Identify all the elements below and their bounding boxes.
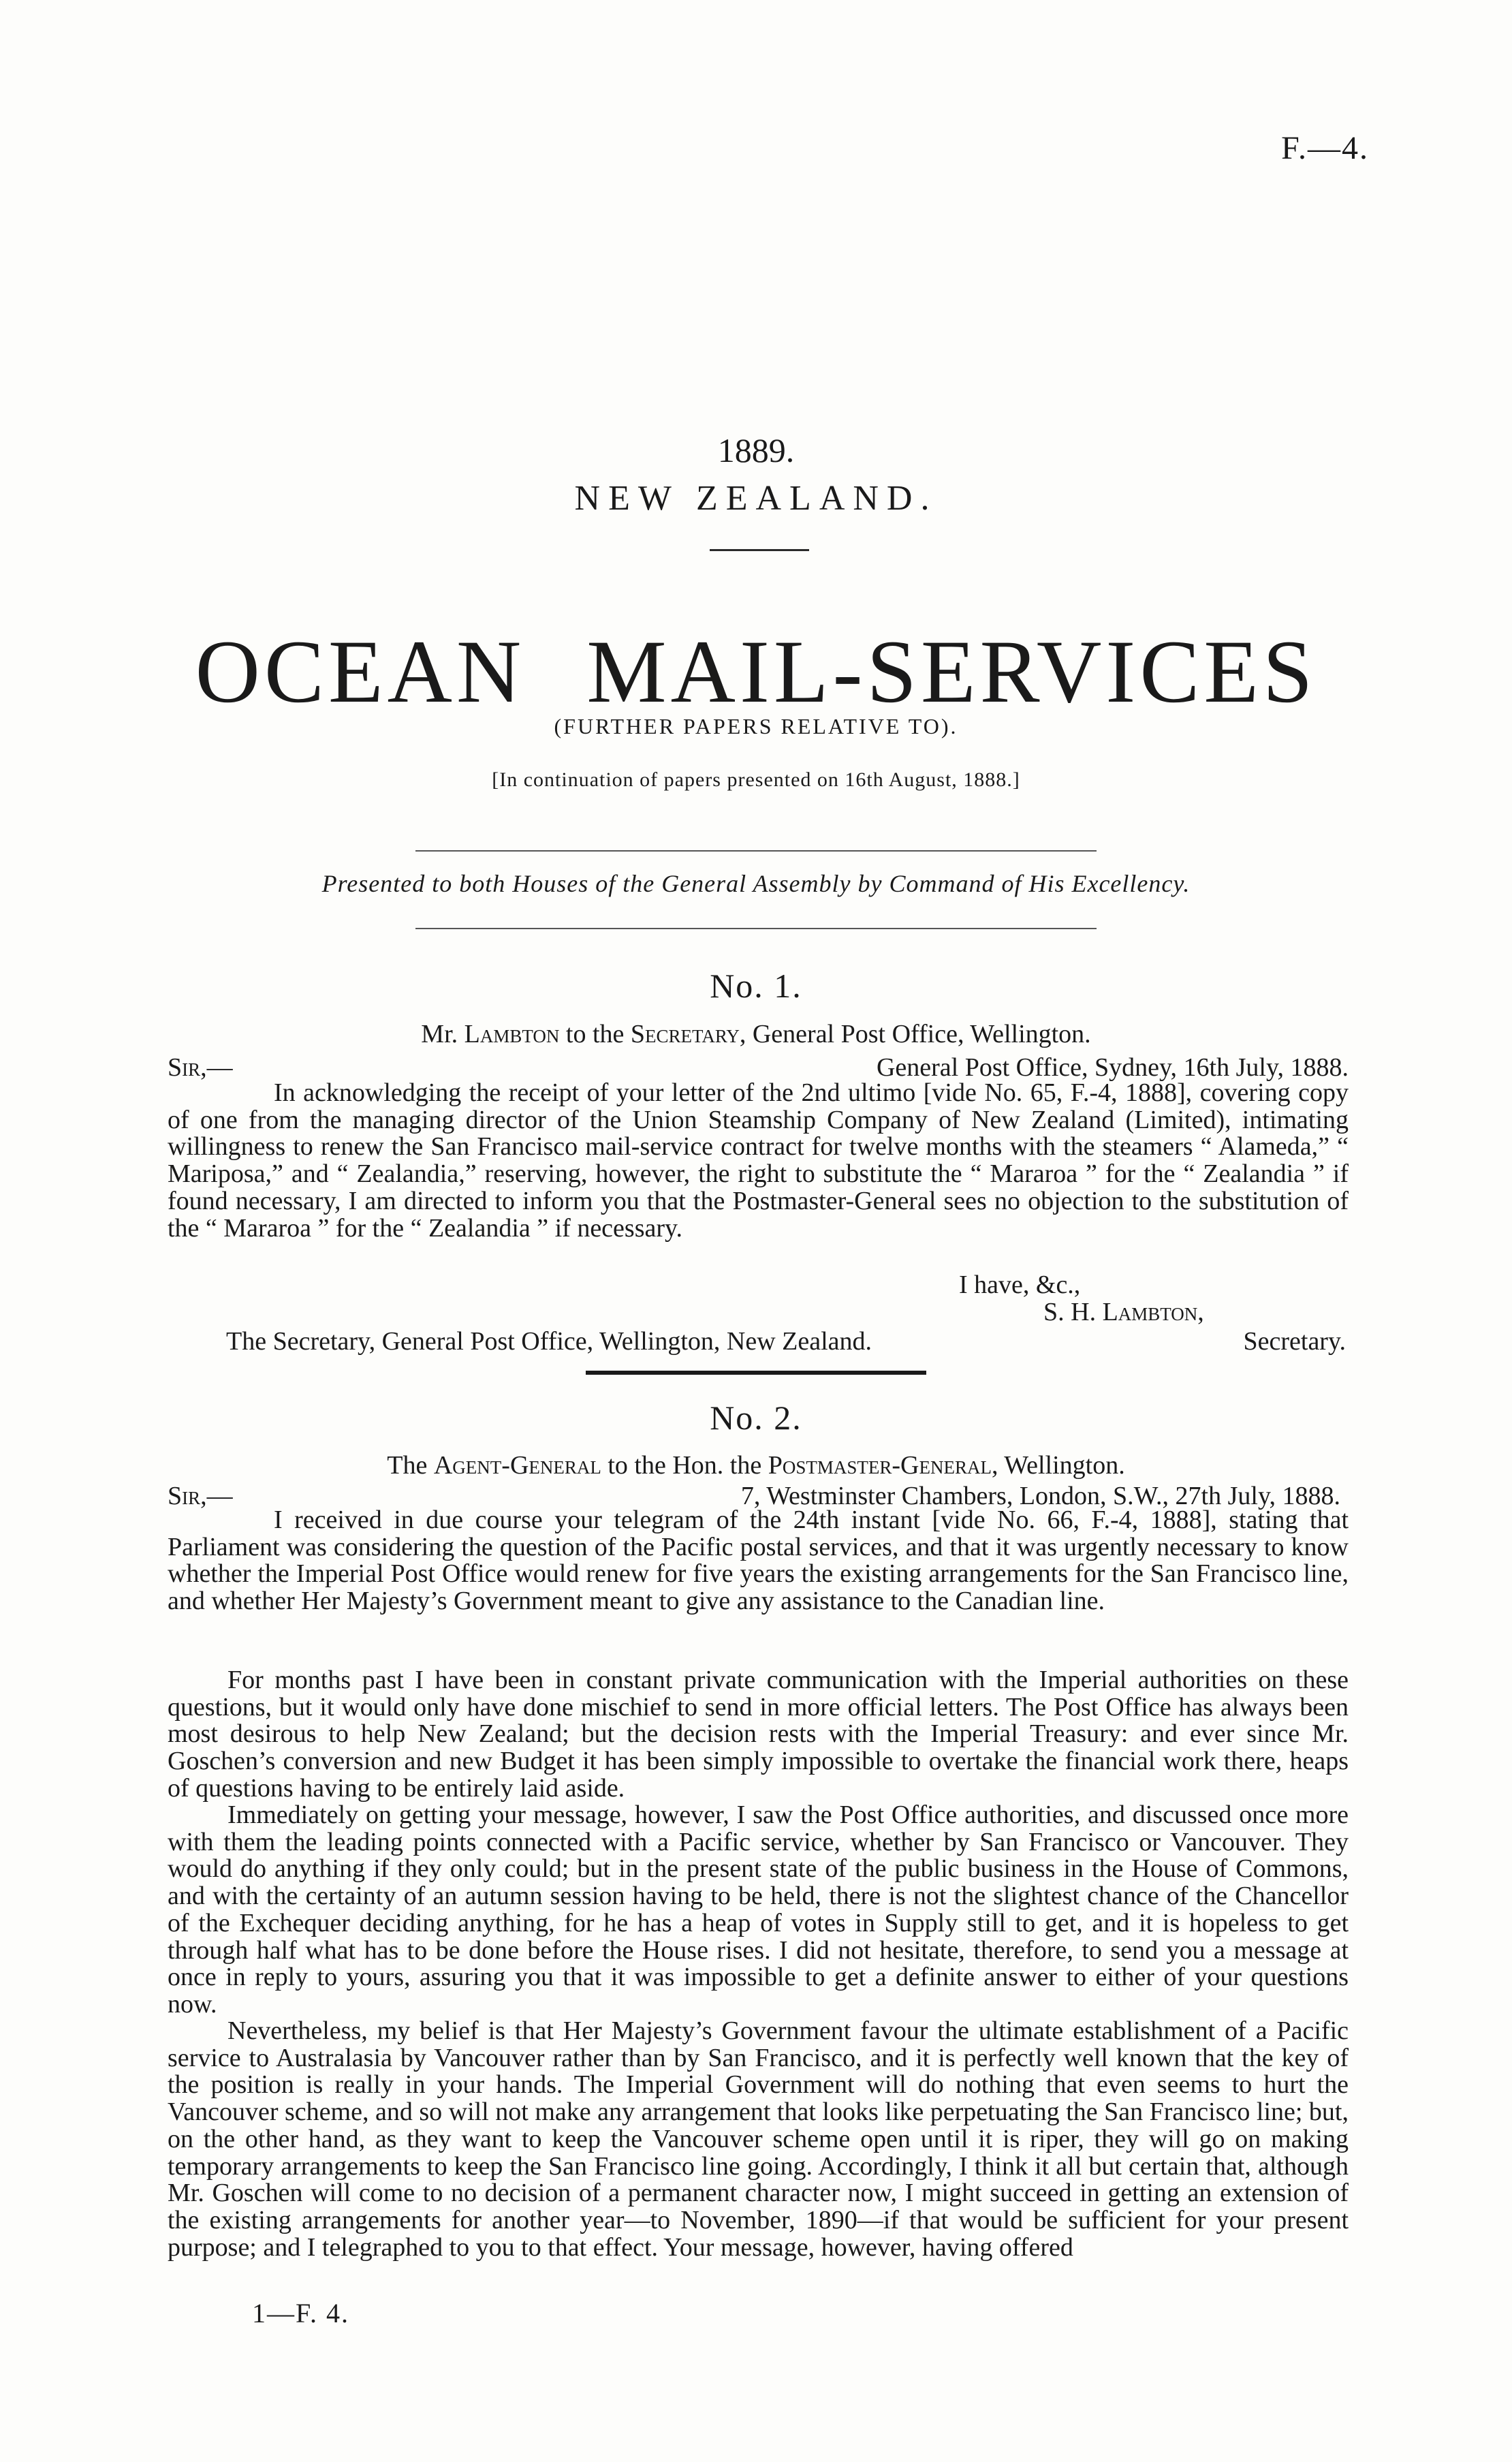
presented-rule-bottom <box>415 928 1097 929</box>
letter-2-paragraph: Immediately on getting your message, however, I saw the Post Office authorities, and discussed once more with them the leading points connected with a Pacific service, whether by San Francisco or Vancouver. They would do anything if they only could; but in the present state of the public business in the House of Commons, and with the certainty of an autumn session having to be held, there is not the slightest chance of the Chancellor of the Exchequer deciding anything, for he has a heap of votes in Supply still to get, and it is hopeless to get through half what has to be done before the House rises. I did not hesitate, therefore, to send you a message at once in reply to yours, assuring you that it was impossible to get a definite answer to either of your questions now. <box>168 1801 1349 2019</box>
letter-2-paragraph: For months past I have been in constant private communication with the Imperial authorities on these questions, but it would only have done mischief to send in more official letters. The Post Office has always been most desirous to help New Zealand; but the decision rests with the Imperial Treasury: and ever since Mr. Goschen’s conversion and new Budget it has been simply impossible to overtake the financial work there, heaps of questions having to be entirely laid aside. <box>168 1666 1349 1803</box>
page-reference: F.—4. <box>1281 130 1369 166</box>
letter-1-address: General Post Office, Sydney, 16th July, 1888. <box>876 1053 1349 1082</box>
presented-rule-top <box>415 850 1097 852</box>
letter-2-subhead-text: , Wellington. <box>991 1451 1125 1480</box>
page-signature-mark: 1—F. 4. <box>252 2298 350 2328</box>
letter-1-sender: Lambton <box>464 1020 560 1048</box>
header-divider <box>710 549 809 551</box>
letter-2-paragraph: I received in due course your telegram of the 24th instant [vide No. 66, F.-4, 1888], stating that Parliament was considering the question of the Pacific postal services, and that it was urgently necessary to know whether the Imperial Post Office would renew for five years the existing arrangements for the San Francisco line, and whether Her Majesty’s Government meant to give any assistance to the Canadian line. <box>168 1506 1349 1616</box>
letter-2-subhead-text: to the Hon. the <box>601 1451 768 1480</box>
title-part-mail-services: MAIL-SERVICES <box>586 621 1317 721</box>
document-country: NEW ZEALAND. <box>574 479 938 518</box>
letter-1-recipient: Secretary <box>630 1020 740 1048</box>
letter-2-recipient: Postmaster-General <box>768 1451 992 1480</box>
letter-1-salutation: Sir,— <box>168 1053 233 1082</box>
letter-2-subheading <box>0 1450 1512 1480</box>
letter-1-subhead-text: Mr. <box>421 1020 464 1048</box>
letter-1-subhead-text: to the <box>559 1020 631 1048</box>
letter-1-closing: I have, &c., <box>959 1271 1081 1299</box>
letter-2-subhead-text: The <box>387 1451 434 1480</box>
letter-1-recipient-address: The Secretary, General Post Office, Wellington, New Zealand. <box>226 1327 872 1356</box>
letter-2-address: 7, Westminster Chambers, London, S.W., 27th July, 1888. <box>740 1482 1340 1510</box>
letter-2-number: No. 2. <box>710 1399 802 1437</box>
presented-statement: Presented to both Houses of the General Assembly by Command of His Excellency. <box>321 870 1191 897</box>
letter-1-number: No. 1. <box>710 967 802 1005</box>
letter-1-signature-title: Secretary. <box>1243 1327 1346 1356</box>
letter-1-body: In acknowledging the receipt of your letter of the 2nd ultimo [vide No. 65, F.-4, 1888], covering copy of one from the managing director of the Union Steamship Company of New Zealand (Limited), intimating willingness to renew the San Francisco mail-service contract for twelve months with the steamers “ Alameda,” “ Mariposa,” and “ Zealandia,” reserving, however, the right to substitute the “ Mararoa ” for the “ Zealandia ” if found necessary, I am directed to inform you that the Postmaster-General sees no objection to the substitution of the “ Mararoa ” for the “ Zealandia ” if necessary. <box>168 1078 1349 1243</box>
letter-1-subheading <box>0 1019 1512 1049</box>
title-part-ocean: OCEAN <box>195 621 526 721</box>
continuation-note: [In continuation of papers presented on 16th August, 1888.] <box>492 768 1020 791</box>
document-title <box>0 621 1512 721</box>
letter-2-paragraph: Nevertheless, my belief is that Her Majesty’s Government favour the ultimate establishment of a Pacific service to Australasia by Vancouver rather than by San Francisco, and it is perfectly well known that the key of the position is really in your hands. The Imperial Government will do nothing that even seems to hurt the Vancouver scheme, and so will not make any arrangement that looks like perpetuating the San Francisco line; but, on the other hand, as they want to keep the Vancouver scheme open until it is riper, they will go on making temporary arrangements to keep the San Francisco line going. Accordingly, I think it all but certain that, although Mr. Goschen will come to no decision of a permanent character now, I might succeed in getting an extension of the existing arrangements for another year—to November, 1890—if that would be sufficient for your present purpose; and I telegraphed to you to that effect. Your message, however, having offered <box>168 2016 1349 2262</box>
letter-2-sender: Agent-General <box>433 1451 601 1480</box>
document-year: 1889. <box>717 431 795 469</box>
letter-2-salutation: Sir,— <box>168 1482 233 1510</box>
letter-1-subhead-text: , General Post Office, Wellington. <box>739 1020 1091 1048</box>
document-subtitle: (FURTHER PAPERS RELATIVE TO). <box>554 714 958 738</box>
letter-separator <box>586 1371 926 1375</box>
letter-1-signature: S. H. Lambton, <box>1043 1298 1204 1326</box>
